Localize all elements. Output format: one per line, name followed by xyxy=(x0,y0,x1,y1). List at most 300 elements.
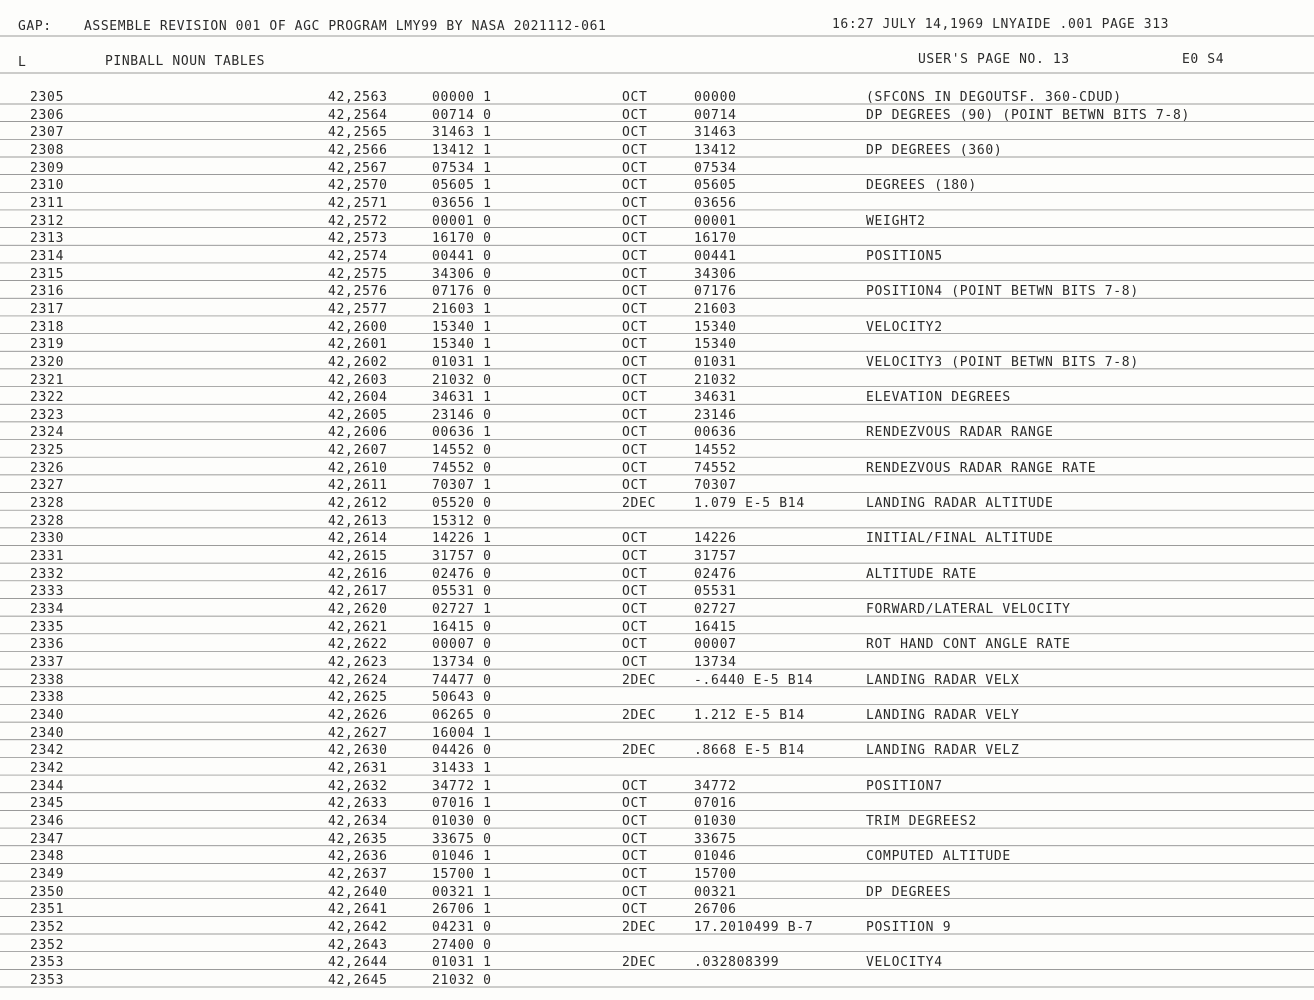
listing-row xyxy=(0,459,1314,477)
address: 42,2616 xyxy=(328,566,388,582)
address: 42,2563 xyxy=(328,90,388,105)
line-number: 2316 xyxy=(30,284,65,300)
opcode: OCT xyxy=(622,655,648,670)
octal-word: 01046 1 xyxy=(432,849,492,865)
operand: 07176 xyxy=(694,284,737,300)
listing-row xyxy=(0,476,1314,494)
octal-word: 00441 0 xyxy=(432,248,492,264)
octal-word: 07016 1 xyxy=(432,796,492,812)
listing-row xyxy=(0,971,1314,989)
line-number: 2335 xyxy=(30,619,65,635)
octal-word: 31757 0 xyxy=(432,549,492,565)
listing-row xyxy=(0,529,1314,547)
line-number: 2311 xyxy=(30,195,65,211)
comment: POSITION5 xyxy=(866,248,943,264)
listing-row xyxy=(0,353,1314,371)
listing-row xyxy=(0,865,1314,883)
operand: 21603 xyxy=(694,301,737,317)
opcode: OCT xyxy=(622,266,648,282)
opcode: OCT xyxy=(622,637,648,653)
address: 42,2623 xyxy=(328,655,388,670)
comment: WEIGHT2 xyxy=(866,213,926,229)
address: 42,2565 xyxy=(328,125,388,141)
octal-word: 34772 1 xyxy=(432,778,492,794)
opcode: 2DEC xyxy=(622,672,657,688)
opcode: OCT xyxy=(622,549,648,565)
address: 42,2577 xyxy=(328,301,388,317)
operand: -.6440 E-5 B14 xyxy=(694,672,814,688)
line-number: 2332 xyxy=(30,566,65,582)
address: 42,2626 xyxy=(328,707,388,723)
listing-row xyxy=(0,371,1314,389)
line-number: 2328 xyxy=(30,496,65,512)
line-number: 2305 xyxy=(30,90,65,105)
operand: 74552 xyxy=(694,460,737,476)
comment: VELOCITY2 xyxy=(866,319,943,335)
operand: 01046 xyxy=(694,849,737,865)
operand: 23146 xyxy=(694,407,737,423)
octal-word: 34631 1 xyxy=(432,390,492,406)
opcode: OCT xyxy=(622,478,648,494)
operand: 00441 xyxy=(694,248,737,264)
address: 42,2622 xyxy=(328,637,388,653)
octal-word: 04426 0 xyxy=(432,743,492,759)
operand: 34772 xyxy=(694,778,737,794)
line-number: 2352 xyxy=(30,919,65,935)
operand: .032808399 xyxy=(694,955,780,971)
octal-word: 00007 0 xyxy=(432,637,492,653)
opcode: OCT xyxy=(622,425,648,441)
address: 42,2620 xyxy=(328,602,388,618)
address: 42,2630 xyxy=(328,743,388,759)
line-number: 2308 xyxy=(30,142,65,158)
listing-row xyxy=(0,671,1314,689)
operand: 33675 xyxy=(694,831,737,847)
operand: 00001 xyxy=(694,213,737,229)
octal-word: 14552 0 xyxy=(432,443,492,459)
listing-row xyxy=(0,512,1314,530)
octal-word: 26706 1 xyxy=(432,902,492,918)
comment: ROT HAND CONT ANGLE RATE xyxy=(866,637,1071,653)
operand: 21032 xyxy=(694,372,737,388)
line-number: 2318 xyxy=(30,319,65,335)
address: 42,2573 xyxy=(328,231,388,247)
line-number: 2350 xyxy=(30,884,65,900)
octal-word: 16170 0 xyxy=(432,231,492,247)
line-number: 2342 xyxy=(30,760,65,776)
octal-word: 14226 1 xyxy=(432,531,492,547)
octal-word: 00714 0 xyxy=(432,107,492,123)
line-number: 2333 xyxy=(30,584,65,600)
listing-row xyxy=(0,194,1314,212)
octal-word: 03656 1 xyxy=(432,195,492,211)
line-number: 2312 xyxy=(30,213,65,229)
listing-row xyxy=(0,265,1314,283)
listing-row xyxy=(0,159,1314,177)
operand: 34631 xyxy=(694,390,737,406)
line-number: 2313 xyxy=(30,231,65,247)
line-number: 2340 xyxy=(30,725,65,741)
opcode: OCT xyxy=(622,284,648,300)
opcode: OCT xyxy=(622,849,648,865)
listing-row xyxy=(0,335,1314,353)
address: 42,2603 xyxy=(328,372,388,388)
operand: 15340 xyxy=(694,337,737,353)
listing-row xyxy=(0,759,1314,777)
comment: RENDEZVOUS RADAR RANGE RATE xyxy=(866,460,1097,476)
comment: (SFCONS IN DEGOUTSF. 360-CDUD) xyxy=(866,90,1122,105)
operand: 00007 xyxy=(694,637,737,653)
operand: 01030 xyxy=(694,813,737,829)
listing-row xyxy=(0,565,1314,583)
listing-row xyxy=(0,212,1314,230)
listing-row xyxy=(0,600,1314,618)
listing-row xyxy=(0,300,1314,318)
octal-word: 01031 1 xyxy=(432,955,492,971)
comment: DP DEGREES xyxy=(866,884,952,900)
address: 42,2564 xyxy=(328,107,388,123)
page-subheader xyxy=(0,40,1314,80)
listing-row xyxy=(0,106,1314,124)
operand: 1.212 E-5 B14 xyxy=(694,707,805,723)
page-header xyxy=(0,0,1314,40)
line-number: 2337 xyxy=(30,655,65,670)
octal-word: 05531 0 xyxy=(432,584,492,600)
operand: 05531 xyxy=(694,584,737,600)
address: 42,2602 xyxy=(328,354,388,370)
operand: 00714 xyxy=(694,107,737,123)
line-number: 2326 xyxy=(30,460,65,476)
opcode: OCT xyxy=(622,301,648,317)
line-number: 2327 xyxy=(30,478,65,494)
operand: 13734 xyxy=(694,655,737,670)
listing-row xyxy=(0,936,1314,954)
operand: 15340 xyxy=(694,319,737,335)
listing-row xyxy=(0,406,1314,424)
octal-word: 15340 1 xyxy=(432,319,492,335)
opcode: OCT xyxy=(622,796,648,812)
address: 42,2571 xyxy=(328,195,388,211)
line-number: 2331 xyxy=(30,549,65,565)
operand: 00636 xyxy=(694,425,737,441)
comment: POSITION 9 xyxy=(866,919,952,935)
operand: 26706 xyxy=(694,902,737,918)
opcode: OCT xyxy=(622,372,648,388)
operand: .8668 E-5 B14 xyxy=(694,743,805,759)
octal-word: 23146 0 xyxy=(432,407,492,423)
opcode: OCT xyxy=(622,248,648,264)
octal-word: 27400 0 xyxy=(432,937,492,953)
listing-row xyxy=(0,741,1314,759)
listing-row xyxy=(0,883,1314,901)
address: 42,2636 xyxy=(328,849,388,865)
octal-word: 16415 0 xyxy=(432,619,492,635)
octal-word: 00000 1 xyxy=(432,90,492,105)
line-number: 2353 xyxy=(30,972,65,988)
address: 42,2576 xyxy=(328,284,388,300)
listing-row xyxy=(0,123,1314,141)
octal-word: 06265 0 xyxy=(432,707,492,723)
header-right-info: 16:27 JULY 14,1969 LNYAIDE .001 PAGE 313 xyxy=(832,17,1170,32)
line-number: 2324 xyxy=(30,425,65,441)
comment: ALTITUDE RATE xyxy=(866,566,977,582)
comment: DP DEGREES (360) xyxy=(866,142,1003,158)
operand: 07016 xyxy=(694,796,737,812)
operand: 17.2010499 B-7 xyxy=(694,919,814,935)
listing-row xyxy=(0,423,1314,441)
listing-row xyxy=(0,653,1314,671)
comment: RENDEZVOUS RADAR RANGE xyxy=(866,425,1054,441)
listing-row xyxy=(0,794,1314,812)
line-number: 2342 xyxy=(30,743,65,759)
address: 42,2641 xyxy=(328,902,388,918)
octal-word: 33675 0 xyxy=(432,831,492,847)
address: 42,2640 xyxy=(328,884,388,900)
address: 42,2615 xyxy=(328,549,388,565)
listing-row xyxy=(0,582,1314,600)
comment: LANDING RADAR VELX xyxy=(866,672,1020,688)
operand: 01031 xyxy=(694,354,737,370)
octal-word: 13412 1 xyxy=(432,142,492,158)
listing-row xyxy=(0,441,1314,459)
comment: ELEVATION DEGREES xyxy=(866,390,1011,406)
opcode: OCT xyxy=(622,602,648,618)
octal-word: 00001 0 xyxy=(432,213,492,229)
octal-word: 15312 0 xyxy=(432,513,492,529)
line-number: 2315 xyxy=(30,266,65,282)
comment: POSITION4 (POINT BETWN BITS 7-8) xyxy=(866,284,1139,300)
listing-row xyxy=(0,812,1314,830)
line-number: 2310 xyxy=(30,178,65,194)
octal-word: 07176 0 xyxy=(432,284,492,300)
opcode: OCT xyxy=(622,195,648,211)
comment: LANDING RADAR VELY xyxy=(866,707,1020,723)
address: 42,2637 xyxy=(328,866,388,882)
address: 42,2624 xyxy=(328,672,388,688)
octal-word: 21603 1 xyxy=(432,301,492,317)
opcode: OCT xyxy=(622,619,648,635)
line-number: 2319 xyxy=(30,337,65,353)
octal-word: 04231 0 xyxy=(432,919,492,935)
opcode: OCT xyxy=(622,160,648,176)
listing-row xyxy=(0,847,1314,865)
listing-row xyxy=(0,618,1314,636)
header-left-label: GAP: xyxy=(18,19,52,34)
octal-word: 21032 0 xyxy=(432,972,492,988)
line-number: 2338 xyxy=(30,690,65,706)
operand: 31757 xyxy=(694,549,737,565)
listing-row xyxy=(0,706,1314,724)
line-number: 2338 xyxy=(30,672,65,688)
octal-word: 31433 1 xyxy=(432,760,492,776)
code-listing xyxy=(0,88,1314,988)
operand: 15700 xyxy=(694,866,737,882)
opcode: OCT xyxy=(622,831,648,847)
opcode: OCT xyxy=(622,319,648,335)
listing-row xyxy=(0,547,1314,565)
comment: INITIAL/FINAL ALTITUDE xyxy=(866,531,1054,547)
opcode: OCT xyxy=(622,813,648,829)
octal-word: 15340 1 xyxy=(432,337,492,353)
listing-row xyxy=(0,229,1314,247)
address: 42,2617 xyxy=(328,584,388,600)
operand: 05605 xyxy=(694,178,737,194)
octal-word: 00321 1 xyxy=(432,884,492,900)
line-number: 2340 xyxy=(30,707,65,723)
operand: 31463 xyxy=(694,125,737,141)
line-number: 2320 xyxy=(30,354,65,370)
octal-word: 74477 0 xyxy=(432,672,492,688)
address: 42,2632 xyxy=(328,778,388,794)
address: 42,2633 xyxy=(328,796,388,812)
listing-row xyxy=(0,388,1314,406)
opcode: 2DEC xyxy=(622,496,657,512)
address: 42,2570 xyxy=(328,178,388,194)
line-number: 2352 xyxy=(30,937,65,953)
octal-word: 05605 1 xyxy=(432,178,492,194)
listing-row xyxy=(0,247,1314,265)
address: 42,2605 xyxy=(328,407,388,423)
opcode: OCT xyxy=(622,142,648,158)
operand: 00000 xyxy=(694,90,737,105)
listing-row xyxy=(0,724,1314,742)
opcode: OCT xyxy=(622,107,648,123)
line-number: 2330 xyxy=(30,531,65,547)
line-number: 2325 xyxy=(30,443,65,459)
opcode: OCT xyxy=(622,902,648,918)
line-number: 2334 xyxy=(30,602,65,618)
address: 42,2604 xyxy=(328,390,388,406)
line-number: 2347 xyxy=(30,831,65,847)
octal-word: 16004 1 xyxy=(432,725,492,741)
operand: 00321 xyxy=(694,884,737,900)
comment: DEGREES (180) xyxy=(866,178,977,194)
octal-word: 21032 0 xyxy=(432,372,492,388)
comment: VELOCITY3 (POINT BETWN BITS 7-8) xyxy=(866,354,1139,370)
listing-row xyxy=(0,918,1314,936)
operand: 03656 xyxy=(694,195,737,211)
listing-row xyxy=(0,494,1314,512)
comment: POSITION7 xyxy=(866,778,943,794)
opcode: 2DEC xyxy=(622,743,657,759)
line-number: 2309 xyxy=(30,160,65,176)
line-number: 2322 xyxy=(30,390,65,406)
address: 42,2635 xyxy=(328,831,388,847)
listing-row xyxy=(0,318,1314,336)
line-number: 2317 xyxy=(30,301,65,317)
address: 42,2575 xyxy=(328,266,388,282)
operand: 16415 xyxy=(694,619,737,635)
code-label: E0 S4 xyxy=(1182,52,1225,67)
listing-row xyxy=(0,830,1314,848)
address: 42,2627 xyxy=(328,725,388,741)
subheader-mark: L xyxy=(18,55,27,70)
listing-row xyxy=(0,282,1314,300)
listing-row xyxy=(0,688,1314,706)
address: 42,2612 xyxy=(328,496,388,512)
header-title: ASSEMBLE REVISION 001 OF AGC PROGRAM LMY99 BY NASA 2021112-061 xyxy=(84,19,607,34)
opcode: 2DEC xyxy=(622,955,657,971)
listing-row xyxy=(0,176,1314,194)
opcode: OCT xyxy=(622,778,648,794)
address: 42,2631 xyxy=(328,760,388,776)
opcode: OCT xyxy=(622,390,648,406)
line-number: 2314 xyxy=(30,248,65,264)
address: 42,2613 xyxy=(328,513,388,529)
operand: 1.079 E-5 B14 xyxy=(694,496,805,512)
octal-word: 00636 1 xyxy=(432,425,492,441)
line-number: 2346 xyxy=(30,813,65,829)
line-number: 2344 xyxy=(30,778,65,794)
opcode: OCT xyxy=(622,90,648,105)
line-number: 2351 xyxy=(30,902,65,918)
octal-word: 01031 1 xyxy=(432,354,492,370)
opcode: 2DEC xyxy=(622,707,657,723)
section-title: PINBALL NOUN TABLES xyxy=(105,54,266,69)
octal-word: 13734 0 xyxy=(432,655,492,670)
octal-word: 07534 1 xyxy=(432,160,492,176)
address: 42,2644 xyxy=(328,955,388,971)
address: 42,2572 xyxy=(328,213,388,229)
comment: TRIM DEGREES2 xyxy=(866,813,977,829)
address: 42,2634 xyxy=(328,813,388,829)
line-number: 2349 xyxy=(30,866,65,882)
operand: 02476 xyxy=(694,566,737,582)
line-number: 2321 xyxy=(30,372,65,388)
octal-word: 70307 1 xyxy=(432,478,492,494)
address: 42,2607 xyxy=(328,443,388,459)
address: 42,2645 xyxy=(328,972,388,988)
opcode: OCT xyxy=(622,125,648,141)
opcode: OCT xyxy=(622,407,648,423)
address: 42,2610 xyxy=(328,460,388,476)
comment: COMPUTED ALTITUDE xyxy=(866,849,1011,865)
address: 42,2574 xyxy=(328,248,388,264)
operand: 13412 xyxy=(694,142,737,158)
operand: 16170 xyxy=(694,231,737,247)
opcode: OCT xyxy=(622,231,648,247)
opcode: OCT xyxy=(622,566,648,582)
listing-row xyxy=(0,900,1314,918)
opcode: OCT xyxy=(622,213,648,229)
user-page-label: USER'S PAGE NO. 13 xyxy=(918,52,1070,67)
operand: 07534 xyxy=(694,160,737,176)
address: 42,2643 xyxy=(328,937,388,953)
listing-row xyxy=(0,635,1314,653)
octal-word: 31463 1 xyxy=(432,125,492,141)
line-number: 2323 xyxy=(30,407,65,423)
comment: LANDING RADAR ALTITUDE xyxy=(866,496,1054,512)
comment: VELOCITY4 xyxy=(866,955,943,971)
address: 42,2606 xyxy=(328,425,388,441)
line-number: 2328 xyxy=(30,513,65,529)
line-number: 2307 xyxy=(30,125,65,141)
line-number: 2336 xyxy=(30,637,65,653)
line-number: 2348 xyxy=(30,849,65,865)
line-number: 2306 xyxy=(30,107,65,123)
listing-row xyxy=(0,88,1314,106)
opcode: OCT xyxy=(622,866,648,882)
line-number: 2353 xyxy=(30,955,65,971)
opcode: OCT xyxy=(622,354,648,370)
address: 42,2621 xyxy=(328,619,388,635)
listing-row xyxy=(0,777,1314,795)
address: 42,2614 xyxy=(328,531,388,547)
comment: LANDING RADAR VELZ xyxy=(866,743,1020,759)
comment: FORWARD/LATERAL VELOCITY xyxy=(866,602,1071,618)
opcode: OCT xyxy=(622,443,648,459)
address: 42,2566 xyxy=(328,142,388,158)
